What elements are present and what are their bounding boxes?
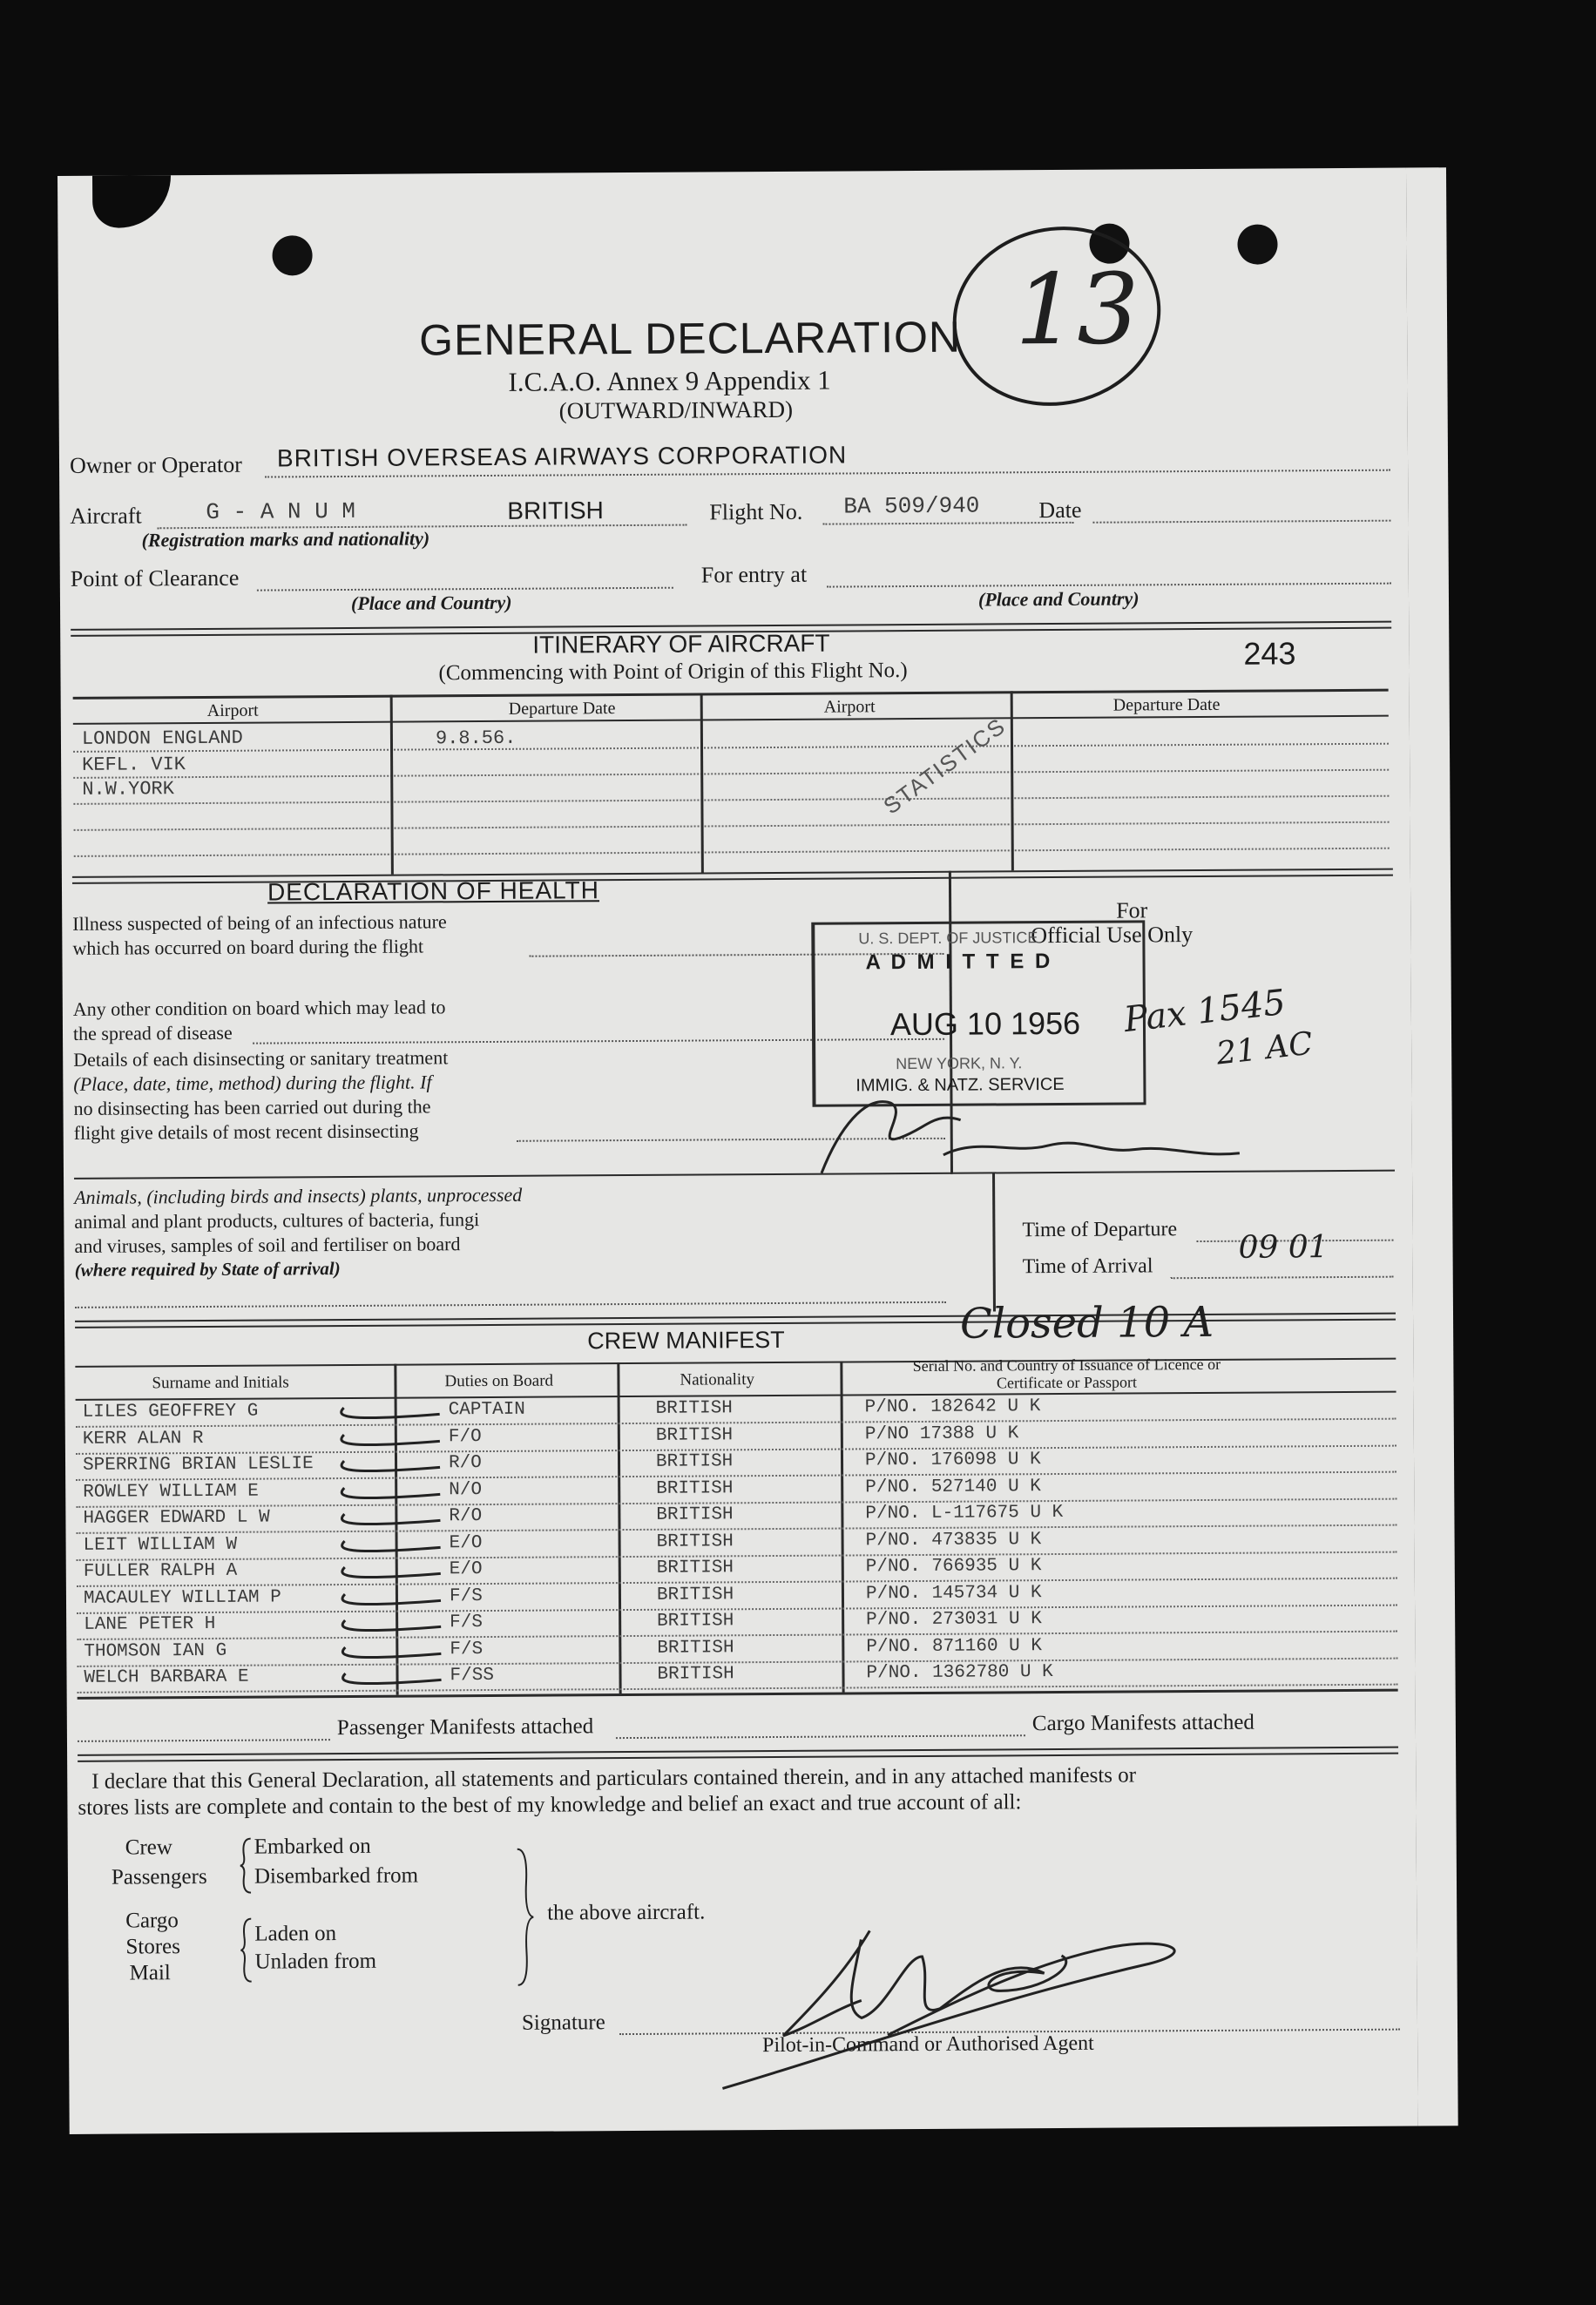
brace-cargo [239, 1917, 254, 1984]
decl-cargo: Cargo [125, 1909, 179, 1933]
aircraft-nationality: BRITISH [507, 497, 604, 524]
brace-crew [239, 1837, 254, 1895]
stamp-number: 243 [1243, 635, 1296, 672]
decl-mail: Mail [129, 1961, 171, 1985]
crew-check-mark [327, 1478, 449, 1505]
health-title: DECLARATION OF HEALTH [267, 876, 600, 906]
crew-row-2-serial: P/NO 17388 U K [864, 1423, 1019, 1444]
crew-row-7-duty: E/O [449, 1559, 483, 1580]
crew-row-rule [77, 1551, 1397, 1560]
decl-disembarked: Disembarked from [254, 1863, 419, 1889]
time-departure-label: Time of Departure [1022, 1218, 1178, 1242]
crew-row-10-serial: P/NO. 871160 U K [866, 1635, 1043, 1657]
date-label: Date [1038, 497, 1082, 524]
crew-row-7-nationality: BRITISH [656, 1558, 734, 1578]
crew-row-8-serial: P/NO. 145734 U K [865, 1582, 1042, 1604]
crew-row-3-serial: P/NO. 176098 U K [864, 1450, 1041, 1471]
itinerary-airport-2: KEFL. VIK [82, 754, 186, 776]
itinerary-subtitle: (Commencing with Point of Origin of this Flight No.) [438, 659, 908, 686]
crew-row-10-duty: F/S [450, 1639, 484, 1659]
crew-row-2-name: KERR ALAN R [82, 1428, 204, 1450]
crew-row-7-name: FULLER RALPH A [83, 1560, 238, 1582]
aircraft-note: (Registration marks and nationality) [141, 527, 430, 551]
crew-row-7-serial: P/NO. 766935 U K [865, 1556, 1042, 1578]
passenger-manifests: Passenger Manifests attached [336, 1714, 594, 1741]
health-illness-1: Illness suspected of being of an infectious nature [72, 910, 447, 935]
crew-row-6-nationality: BRITISH [656, 1531, 734, 1552]
crew-check-mark [327, 1398, 449, 1425]
officer-signature [786, 1074, 1275, 1181]
stamp-date: AUG 10 1956 [889, 1004, 1081, 1043]
crew-col-name: Surname and Initials [152, 1373, 289, 1393]
crew-check-mark [328, 1611, 450, 1638]
clearance-label: Point of Clearance [70, 564, 240, 591]
crew-row-5-duty: R/O [449, 1506, 483, 1527]
declaration-text-2: stores lists are complete and contain to the best of my knowledge and belief an exact and true account of all: [78, 1790, 1022, 1820]
itin-col-airport-2: Airport [823, 697, 876, 717]
crew-row-rule [77, 1578, 1397, 1587]
crew-row-4-nationality: BRITISH [656, 1477, 734, 1499]
flight-label: Flight No. [709, 498, 803, 525]
owner-label: Owner or Operator [69, 451, 242, 478]
crew-check-mark [327, 1425, 449, 1452]
itinerary-airport-1: LONDON ENGLAND [81, 727, 243, 750]
declaration-text-1: I declare that this General Declaration, all statements and particulars contained therein, and in any attached manifests or [91, 1763, 1137, 1794]
stamp-service: IMMIG. & NATZ. SERVICE [855, 1074, 1065, 1096]
crew-check-mark [328, 1664, 450, 1691]
entry-label: For entry at [700, 561, 808, 588]
closed-note: Closed 10 A [959, 1297, 1214, 1349]
crew-row-4-name: ROWLEY WILLIAM E [83, 1481, 259, 1503]
crew-row-rule [77, 1524, 1397, 1534]
decl-above: the above aircraft. [547, 1900, 706, 1925]
health-illness-2: which has occurred on board during the flight [72, 935, 424, 959]
page-number: 13 [1014, 253, 1140, 368]
health-details-4: flight give details of most recent disinsecting [73, 1119, 419, 1144]
signature-label: Signature [521, 2011, 605, 2035]
itin-col-date-2: Departure Date [1112, 694, 1221, 715]
health-details-1: Details of each disinsecting or sanitary treatment [73, 1046, 449, 1071]
crew-row-8-duty: F/S [449, 1585, 483, 1606]
form-direction: (OUTWARD/INWARD) [558, 395, 794, 424]
crew-row-11-name: WELCH BARBARA E [84, 1666, 249, 1688]
brace-above [514, 1848, 536, 1987]
entry-note: (Place and Country) [977, 587, 1140, 611]
crew-row-6-serial: P/NO. 473835 U K [865, 1529, 1042, 1551]
crew-row-3-nationality: BRITISH [655, 1451, 734, 1472]
health-animals-2: animal and plant products, cultures of bacteria, fungi [74, 1208, 480, 1233]
crew-row-11-duty: F/SS [450, 1665, 495, 1687]
crew-row-rule [77, 1657, 1397, 1666]
crew-col-serial: Serial No. and Country of Issuance of Licence or Certificate or Passport [912, 1355, 1221, 1392]
crew-row-5-serial: P/NO. L-117675 U K [865, 1502, 1064, 1524]
aircraft-registration: G - A N U M [206, 497, 356, 525]
owner-value: BRITISH OVERSEAS AIRWAYS CORPORATION [276, 441, 848, 472]
crew-row-1-nationality: BRITISH [655, 1398, 733, 1419]
decl-laden: Laden on [254, 1922, 337, 1946]
decl-embarked: Embarked on [254, 1834, 371, 1859]
decl-unladen: Unladen from [254, 1949, 377, 1974]
itin-col-airport-1: Airport [206, 700, 259, 720]
aircraft-label: Aircraft [70, 503, 142, 529]
health-condition-2: the spread of disease [72, 1021, 233, 1044]
form-subtitle: I.C.A.O. Annex 9 Appendix 1 [508, 364, 831, 397]
statistics-stamp: STATISTICS [878, 712, 1011, 820]
stamp-place: NEW YORK, N. Y. [896, 1054, 1023, 1073]
pilot-label: Pilot-in-Command or Authorised Agent [762, 2031, 1094, 2058]
time-arrival-label: Time of Arrival [1022, 1254, 1153, 1279]
crew-row-3-duty: R/O [448, 1453, 482, 1474]
cargo-manifests: Cargo Manifests attached [1031, 1710, 1254, 1736]
health-animals-4: (where required by State of arrival) [74, 1258, 341, 1281]
crew-row-9-nationality: BRITISH [657, 1611, 734, 1632]
crew-row-6-duty: E/O [449, 1532, 483, 1553]
itinerary-title: ITINERARY OF AIRCRAFT [532, 629, 830, 659]
crew-check-mark [327, 1451, 449, 1478]
crew-row-8-nationality: BRITISH [656, 1584, 734, 1605]
itinerary-airport-3: N.W.YORK [82, 778, 175, 801]
punch-hole-right [1237, 224, 1277, 264]
health-details-3: no disinsecting has been carried out during the [73, 1095, 431, 1119]
crew-row-rule [76, 1444, 1396, 1454]
hand-note-ac: 21 AC [1214, 1025, 1315, 1072]
crew-check-mark [327, 1504, 449, 1531]
crew-row-10-nationality: BRITISH [657, 1637, 734, 1659]
pilot-signature [713, 1903, 1201, 2097]
crew-row-4-duty: N/O [449, 1479, 483, 1500]
itin-col-date-1: Departure Date [508, 699, 616, 719]
crew-row-1-name: LILES GEOFFREY G [82, 1401, 259, 1423]
decl-passengers: Passengers [111, 1864, 207, 1889]
clearance-note: (Place and Country) [350, 591, 512, 614]
decl-stores: Stores [125, 1935, 181, 1959]
crew-row-rule [76, 1418, 1396, 1428]
form-title: GENERAL DECLARATION [418, 312, 962, 365]
crew-row-5-nationality: BRITISH [656, 1504, 734, 1525]
crew-row-rule [76, 1497, 1396, 1507]
stamp-admitted: A D M I T T E D [865, 950, 1053, 975]
crew-row-10-name: THOMSON IAN G [84, 1640, 227, 1662]
crew-row-2-duty: F/O [448, 1426, 482, 1447]
flight-value: BA 509/940 [843, 492, 980, 520]
crew-row-1-duty: CAPTAIN [448, 1399, 525, 1421]
crew-row-6-name: LEIT WILLIAM W [83, 1534, 238, 1556]
crew-row-11-serial: P/NO. 1362780 U K [866, 1662, 1053, 1684]
hand-note-pax: Pax 1545 [1121, 982, 1288, 1041]
crew-row-rule [77, 1631, 1397, 1640]
crew-check-mark [328, 1531, 450, 1558]
crew-col-duties: Duties on Board [444, 1371, 554, 1391]
crew-row-1-serial: P/NO. 182642 U K [864, 1396, 1041, 1418]
itinerary-date-1: 9.8.56. [435, 727, 517, 750]
crew-row-11-nationality: BRITISH [657, 1664, 734, 1685]
crew-row-4-serial: P/NO. 527140 U K [865, 1476, 1041, 1497]
official-heading: Official Use Only [1031, 922, 1194, 949]
health-animals-3: and viruses, samples of soil and fertiliser on board [74, 1233, 461, 1257]
crew-row-8-name: MACAULEY WILLIAM P [83, 1586, 281, 1609]
crew-row-9-duty: F/S [450, 1612, 484, 1633]
crew-row-5-name: HAGGER EDWARD L W [83, 1507, 270, 1529]
crew-title: CREW MANIFEST [587, 1326, 785, 1355]
stamp-dept: U. S. DEPT. OF JUSTICE [858, 929, 1038, 948]
health-animals-1: Animals, (including birds and insects) plants, unprocessed [74, 1183, 523, 1208]
crew-row-9-serial: P/NO. 273031 U K [866, 1609, 1042, 1631]
punch-hole-left [272, 235, 312, 275]
decl-crew: Crew [125, 1835, 172, 1860]
crew-row-2-nationality: BRITISH [655, 1424, 734, 1446]
crew-check-mark [328, 1558, 450, 1585]
official-for: For [1116, 897, 1148, 923]
crew-col-nationality: Nationality [680, 1370, 755, 1389]
crew-check-mark [328, 1638, 450, 1665]
health-details-2: (Place, date, time, method) during the flight. If [73, 1071, 432, 1095]
torn-corner [92, 175, 171, 228]
time-arrival-value: 09 01 [1238, 1229, 1329, 1266]
health-condition-1: Any other condition on board which may lead to [72, 996, 446, 1020]
crew-row-9-name: LANE PETER H [84, 1613, 216, 1635]
crew-row-3-name: SPERRING BRIAN LESLIE [82, 1454, 314, 1476]
document-page [57, 168, 1418, 2134]
crew-check-mark [328, 1585, 450, 1612]
